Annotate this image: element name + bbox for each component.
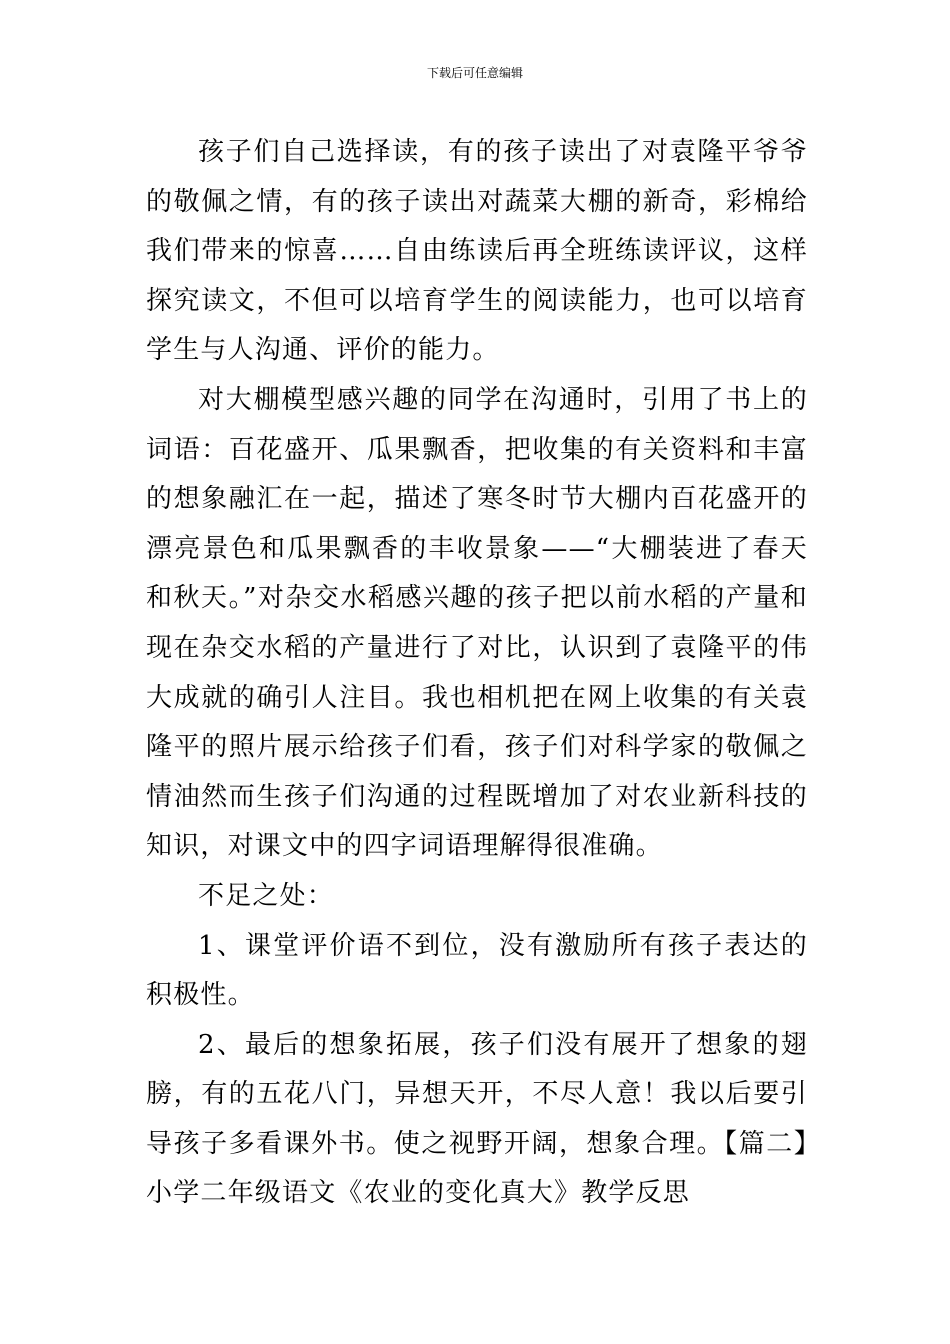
- paragraph-shortcoming-2: 2、最后的想象拓展，孩子们没有展开了想象的翅膀，有的五花八门，异想天开，不尽人意！我以后要引导孩子多看课外书。使之视野开阔，想象合理。【篇二】小学二年级语文《农业的变化真大》教学反思: [146, 1029, 808, 1209]
- page-header: 下载后可任意编辑: [426, 66, 523, 80]
- paragraph-reading-choice: 孩子们自己选择读，有的孩子读出了对袁隆平爷爷的敬佩之情，有的孩子读出对蔬菜大棚的新奇，彩棉给我们带来的惊喜……自由练读后再全班练读评议，这样探究读文，不但可以培育学生的阅读能力，也可以培育学生与人沟通、评价的能力。: [146, 137, 808, 366]
- paragraph-shortcoming-1: 1、课堂评价语不到位，没有激励所有孩子表达的积极性。: [146, 930, 808, 1011]
- document-body: [146, 128, 808, 1219]
- paragraph-shortcomings-heading: 不足之处：: [198, 880, 335, 911]
- paragraph-greenhouse-discussion: 对大棚模型感兴趣的同学在沟通时，引用了书上的词语：百花盛开、瓜果飘香，把收集的有关资料和丰富的想象融汇在一起，描述了寒冬时节大棚内百花盛开的漂亮景色和瓜果飘香的丰收景象——“大棚装进了春天和秋天。”对杂交水稻感兴趣的孩子把以前水稻的产量和现在杂交水稻的产量进行了对比，认识到了袁隆平的伟大成就的确引人注目。我也相机把在网上收集的有关袁隆平的照片展示给孩子们看，孩子们对科学家的敬佩之情油然而生孩子们沟通的过程既增加了对农业新科技的知识，对课文中的四字词语理解得很准确。: [146, 384, 808, 862]
